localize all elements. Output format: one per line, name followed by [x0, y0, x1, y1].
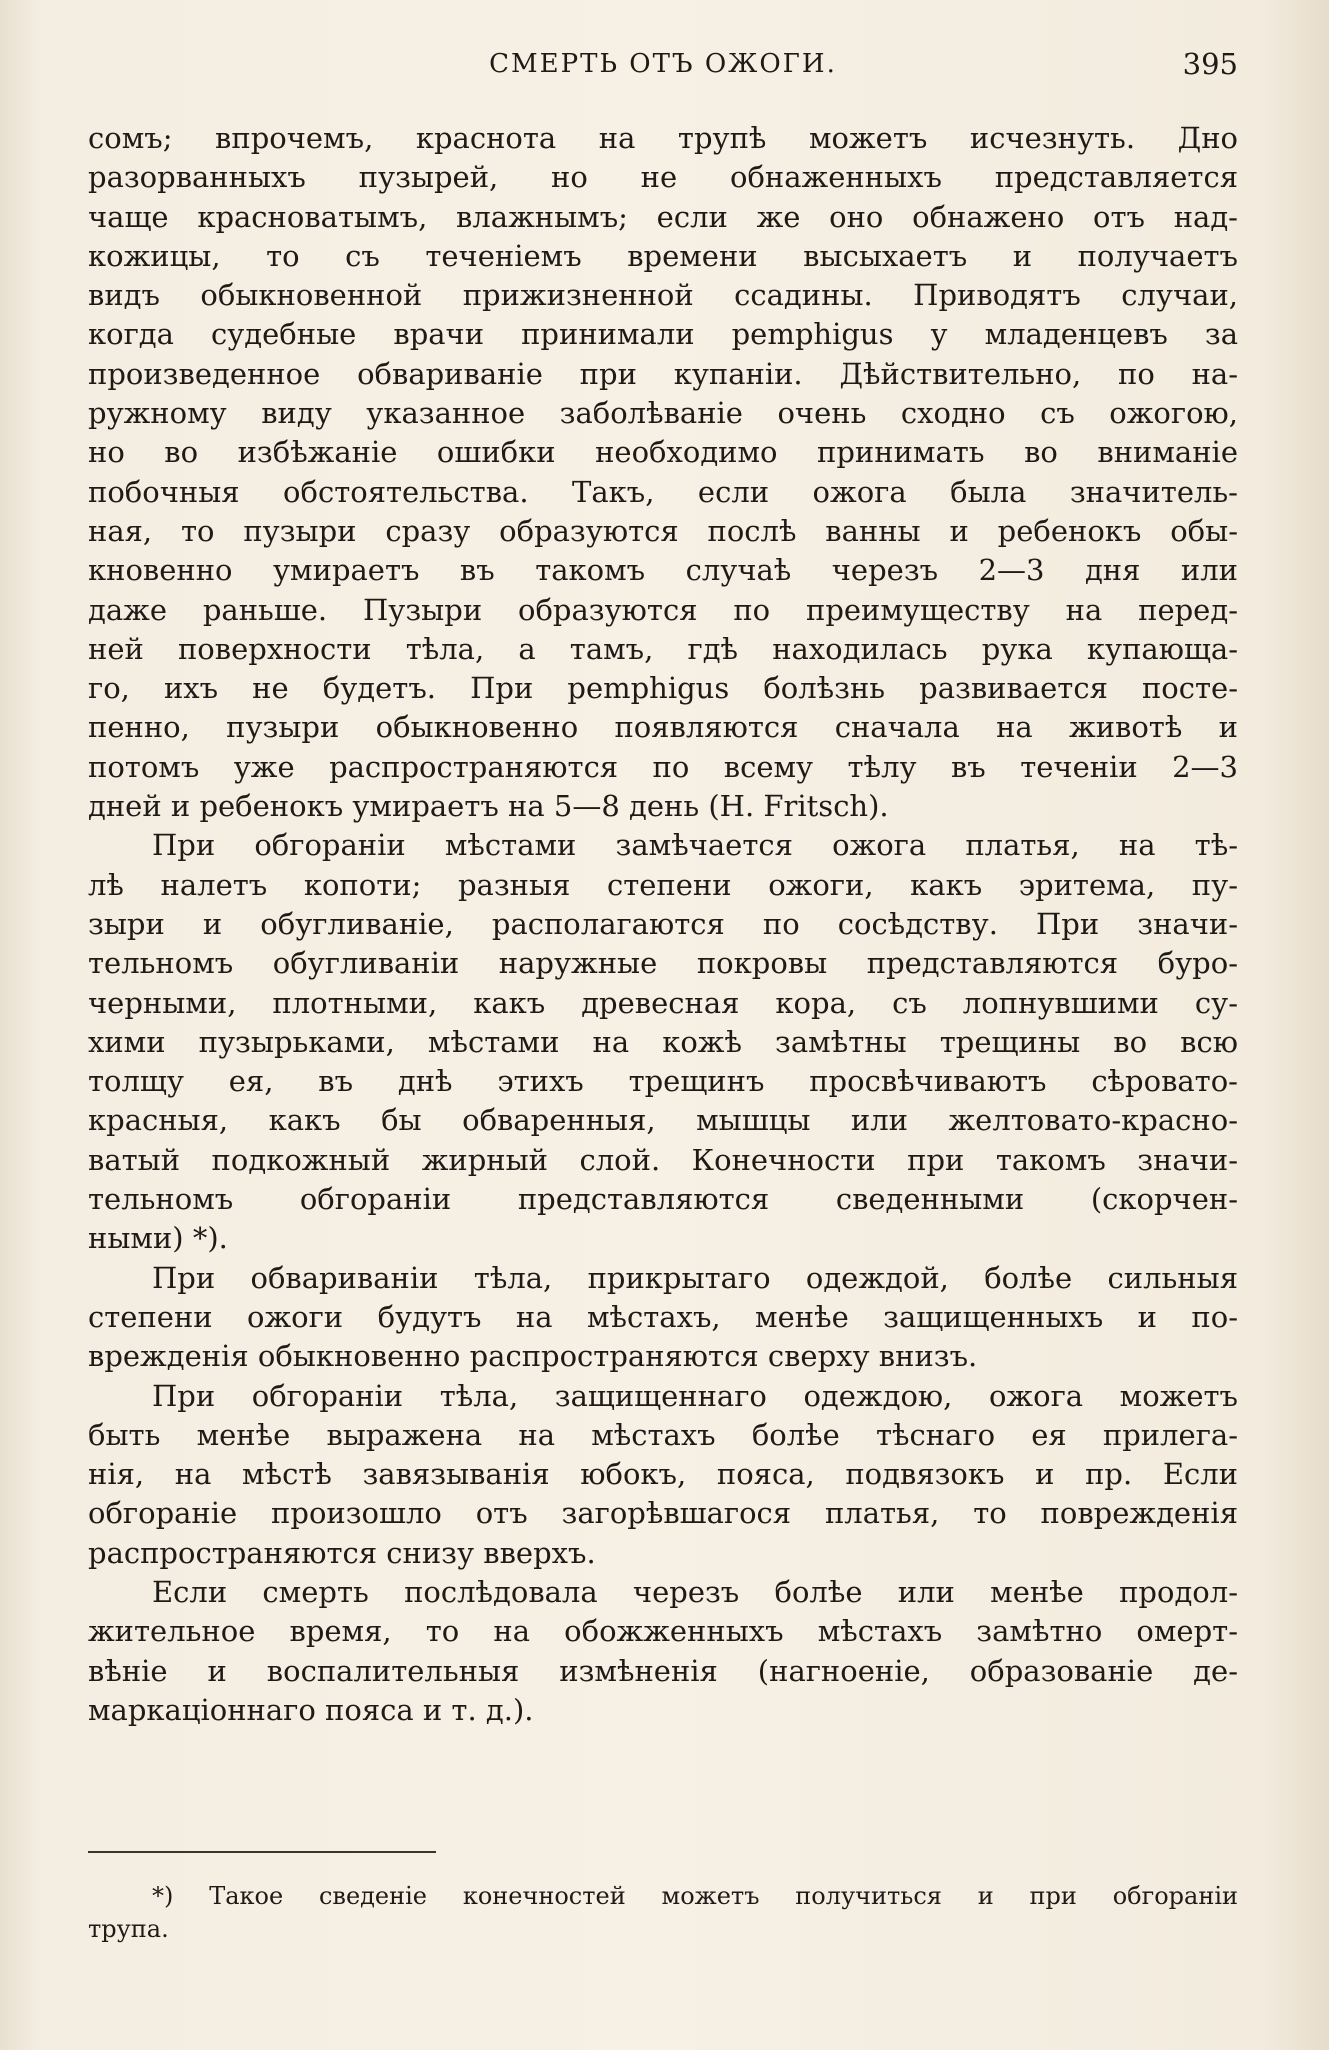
text-line: тельномъ обугливаніи наружные покровы представляются буро-	[88, 946, 1238, 981]
paragraph-burning	[88, 826, 1238, 1258]
text-line: степени ожоги будутъ на мѣстахъ, менѣе защищенныхъ и по-	[88, 1299, 1238, 1334]
text-line: ватый подкожный жирный слой. Конечности при такомъ значи-	[88, 1142, 1238, 1177]
running-title: СМЕРТЬ ОТЪ ОЖОГИ.	[489, 49, 837, 79]
paragraph-continued	[88, 119, 1238, 826]
footnote-line: трупа.	[88, 1915, 169, 1943]
text-line: когда судебные врачи принимали pemphigus у младенцевъ за	[88, 317, 1238, 352]
text-line: тельномъ обгораніи представляются сведенными (скорчен-	[88, 1182, 1238, 1217]
paragraph-delayed-death	[88, 1573, 1238, 1730]
text-line: толщу ея, въ днѣ этихъ трещинъ просвѣчиваютъ сѣровато-	[88, 1064, 1238, 1099]
text-line: жительное время, то на обожженныхъ мѣстахъ замѣтно омерт-	[88, 1614, 1238, 1649]
paragraph-scalding	[88, 1259, 1238, 1377]
text-line: потомъ уже распространяются по всему тѣлу въ теченіи 2—3	[88, 749, 1238, 784]
footnote-line: *) Такое сведеніе конечностей можетъ получиться и при обгораніи	[152, 1882, 1238, 1910]
text-line: При обвариваніи тѣла, прикрытаго одеждой, болѣе сильныя	[152, 1260, 1238, 1295]
text-line: нія, на мѣстѣ завязыванія юбокъ, пояса, подвязокъ и пр. Если	[88, 1457, 1238, 1492]
text-line: чаще красноватымъ, влажнымъ; если же оно обнажено отъ над-	[88, 199, 1238, 234]
footnote	[88, 1880, 1238, 1946]
paragraph-clothed-burning	[88, 1377, 1238, 1573]
text-line: ными) *).	[88, 1221, 228, 1256]
text-line: хими пузырьками, мѣстами на кожѣ замѣтны трещины во всю	[88, 1024, 1238, 1059]
text-line: черными, плотными, какъ древесная кора, съ лопнувшими су-	[88, 985, 1238, 1020]
text-line: При обгораніи тѣла, защищеннаго одеждою, ожога можетъ	[152, 1378, 1238, 1413]
text-line: распространяются снизу вверхъ.	[88, 1535, 596, 1570]
text-line: При обгораніи мѣстами замѣчается ожога платья, на тѣ-	[152, 828, 1238, 863]
page-number: 395	[1182, 47, 1238, 81]
text-line: но во избѣжаніе ошибки необходимо принимать во вниманіе	[88, 435, 1238, 470]
text-line: кожицы, то съ теченіемъ времени высыхаетъ и получаетъ	[88, 238, 1238, 273]
text-line: пенно, пузыри обыкновенно появляются сначала на животѣ и	[88, 710, 1238, 745]
text-line: зыри и обугливаніе, располагаются по сосѣдству. При значи-	[88, 906, 1238, 941]
body-text	[88, 119, 1238, 1730]
text-line: врежденія обыкновенно распространяются сверху внизъ.	[88, 1339, 978, 1374]
text-line: ная, то пузыри сразу образуются послѣ ванны и ребенокъ обы-	[88, 513, 1238, 548]
text-line: обгораніе произошло отъ загорѣвшагося платья, то поврежденія	[88, 1496, 1238, 1531]
text-line: кновенно умираетъ въ такомъ случаѣ черезъ 2—3 дня или	[88, 553, 1238, 588]
footnote-divider	[88, 1851, 436, 1853]
text-line: лѣ налетъ копоти; разныя степени ожоги, какъ эритема, пу-	[88, 867, 1238, 902]
running-head	[88, 44, 1238, 84]
text-line: побочныя обстоятельства. Такъ, если ожога была значитель-	[88, 474, 1238, 509]
text-line: быть менѣе выражена на мѣстахъ болѣе тѣснаго ея прилега-	[88, 1417, 1238, 1452]
text-line: го, ихъ не будетъ. При pemphigus болѣзнь развивается посте-	[88, 671, 1238, 706]
text-line: ружному виду указанное заболѣваніе очень сходно съ ожогою,	[88, 396, 1238, 431]
text-line: видъ обыкновенной прижизненной ссадины. Приводятъ случаи,	[88, 278, 1238, 313]
text-line: даже раньше. Пузыри образуются по преимуществу на перед-	[88, 592, 1238, 627]
text-line: красныя, какъ бы обваренныя, мышцы или желтовато-красно-	[88, 1103, 1238, 1138]
text-line: разорванныхъ пузырей, но не обнаженныхъ представляется	[88, 160, 1238, 195]
text-line: дней и ребенокъ умираетъ на 5—8 день (H. Fritsch).	[88, 789, 889, 824]
text-line: ней поверхности тѣла, а тамъ, гдѣ находилась рука купающа-	[88, 631, 1238, 666]
text-line: маркаціоннаго пояса и т. д.).	[88, 1692, 534, 1727]
text-line: сомъ; впрочемъ, краснота на трупѣ можетъ исчезнуть. Дно	[88, 121, 1238, 155]
text-line: вѣніе и воспалительныя измѣненія (нагноеніе, образованіе де-	[88, 1653, 1238, 1688]
text-line: Если смерть послѣдовала черезъ болѣе или менѣе продол-	[152, 1574, 1238, 1609]
text-line: произведенное обвариваніе при купаніи. Дѣйствительно, по на-	[88, 356, 1238, 391]
